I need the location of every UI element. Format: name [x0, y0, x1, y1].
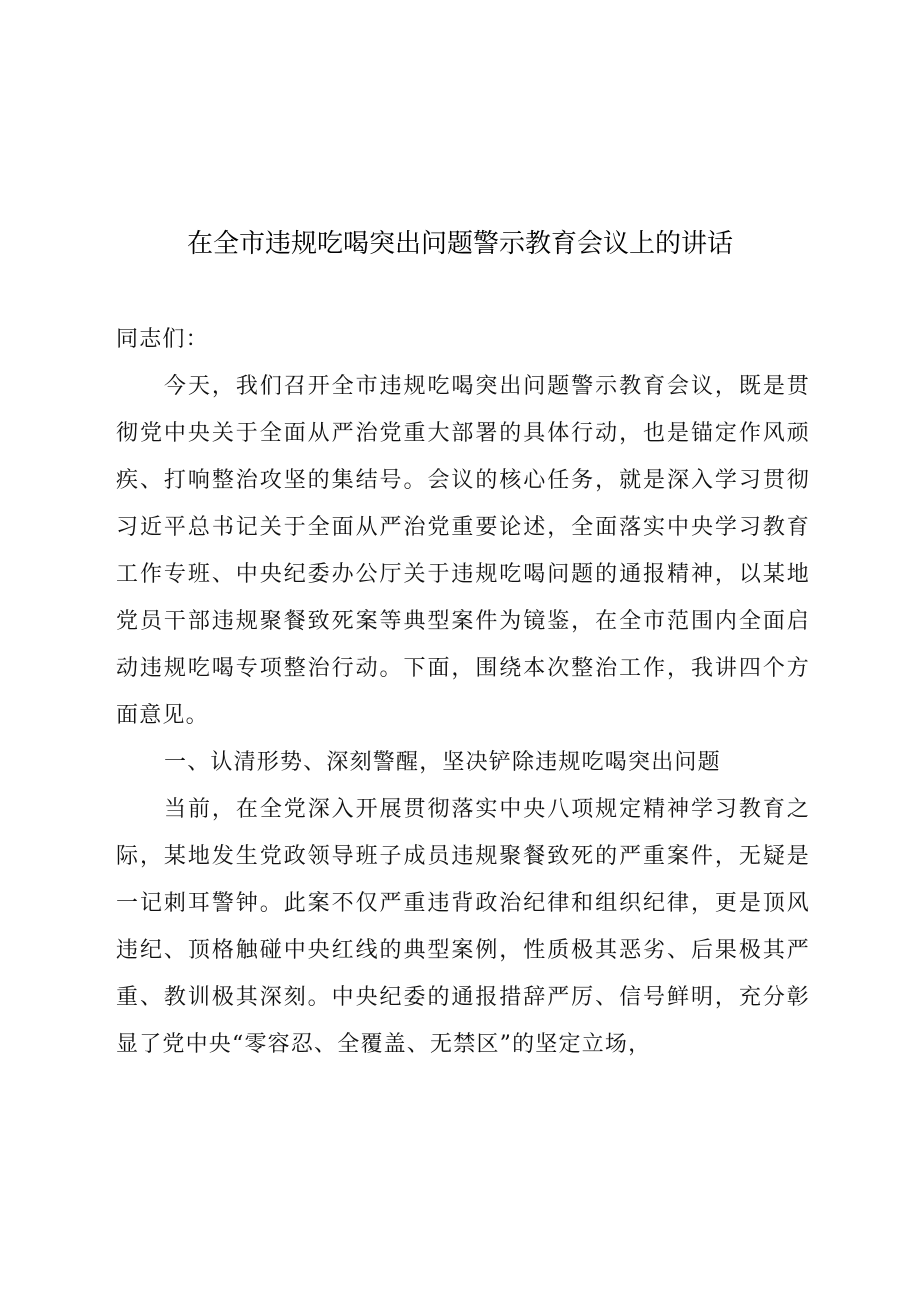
- paragraph-section-one: 当前，在全党深入开展贯彻落实中央八项规定精神学习教育之际，某地发生党政领导班子成员违规聚餐致死的严重案件，无疑是一记刺耳警钟。此案不仅严重违背政治纪律和组织纪律，更是顶风违纪、顶格触碰中央红线的典型案例，性质极其恶劣、后果极其严重、教训极其深刻。中央纪委的通报措辞严厉、信号鲜明，充分彰显了党中央“零容忍、全覆盖、无禁区”的坚定立场，: [116, 797, 810, 1057]
- document-title: 在全市违规吃喝突出问题警示教育会议上的讲话: [186, 229, 733, 259]
- paragraph-intro: 今天，我们召开全市违规吃喝突出问题警示教育会议，既是贯彻党中央关于全面从严治党重大部署的具体行动，也是锚定作风顽疾、打响整治攻坚的集结号。会议的核心任务，就是深入学习贯彻习近平总书记关于全面从严治党重要论述，全面落实中央学习教育工作专班、中央纪委办公厅关于违规吃喝问题的通报精神，以某地党员干部违规聚餐致死案等典型案件为镜鉴，在全市范围内全面启动违规吃喝专项整治行动。下面，围绕本次整治工作，我讲四个方面意见。: [116, 374, 810, 728]
- section-heading: 一、认清形势、深刻警醒，坚决铲除违规吃喝突出问题: [164, 750, 721, 775]
- salutation: 同志们：: [116, 327, 209, 352]
- document-body: [116, 316, 810, 1068]
